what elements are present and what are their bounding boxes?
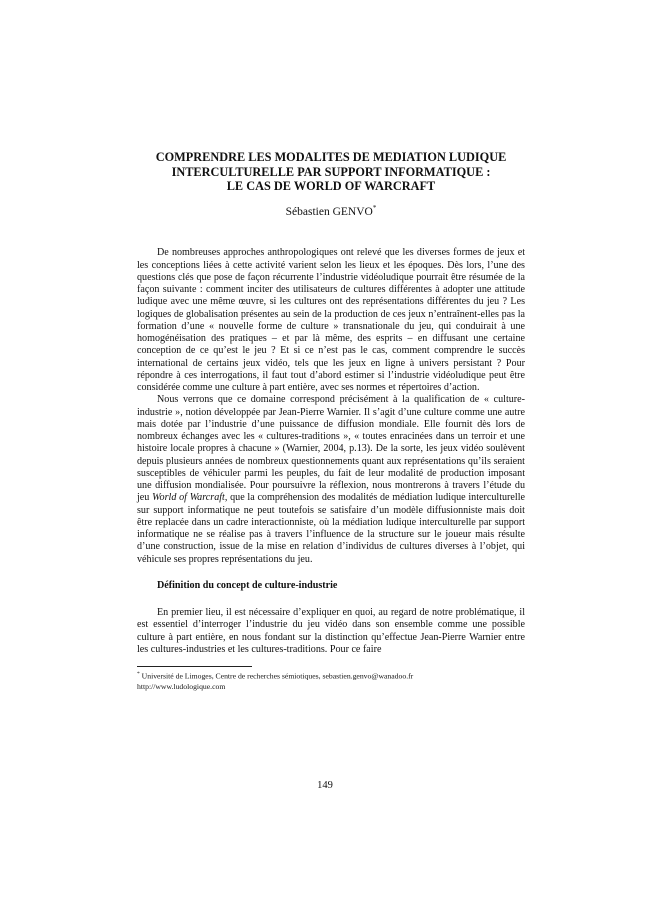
article-title bbox=[137, 150, 525, 194]
paragraph-1: De nombreuses approches anthropologiques ont relevé que les diverses formes de jeux et les conceptions liées à cette activité varient selon les lieux et les époques. Dès lors, l’une des questions clés que pose de façon récurrente l’industrie vidéoludique pourrait être résumée de la façon suivante : comment inciter des utilisateurs de cultures différentes à adopter une attitude ludique avec une même œuvre, si les cultures ont des représentations différentes du jeu ? Les logiques de globalisation présentes au sein de la production de ces jeux n’entraînent-elles pas la formation d’une « nouvelle forme de culture » transnationale du jeu, qui conduirait à une homogénéisation des pratiques – et par là même, des esprits – en diffusant une certaine conception de ce qu’est le jeu ? Et si ce n’est pas le cas, comment comprendre le succès international de certains jeux vidéo, tels que les jeux en ligne à univers persistant ? Pour répondre à ces interrogations, il faut tout d’abord estimer si l’industrie vidéoludique peut être considérée comme une culture à part entière, avec ses normes et répertoires d’action. bbox=[137, 247, 525, 394]
page-number: 149 bbox=[317, 780, 333, 791]
footnote bbox=[137, 669, 525, 692]
paragraph-2-start: Nous verrons que ce domaine correspond précisément à la qualification de « culture-industrie », notion développée par Jean-Pierre Warnier. Il s’agit d’une culture comme une autre mais dotée par l’industrie d’une puissance de diffusion mondiale. Elle fournit dès lors de nombreux échanges avec les « cultures-traditions », « toutes enracinées dans un terroir et une histoire locale propres à chacune » (Warnier, 2004, p.13). De la sorte, les jeux vidéo soulèvent depuis plusieurs années de nombreux questionnements quant aux représentations qu’ils seraient susceptibles de véhiculer parmi les peuples, du fait de leur modalité de production imposant une diffusion mondialisée. Pour poursuivre la réflexion, nous montrerons à travers l’étude du jeu bbox=[137, 394, 525, 504]
footnote-divider bbox=[137, 666, 252, 667]
game-title-italic: World of Warcraft bbox=[152, 492, 225, 504]
title-line-2: INTERCULTURELLE PAR SUPPORT INFORMATIQUE : bbox=[171, 164, 491, 179]
article-page bbox=[137, 150, 525, 692]
title-line-3: LE CAS DE WORLD OF WARCRAFT bbox=[226, 179, 436, 193]
paragraph-3: En premier lieu, il est nécessaire d’expliquer en quoi, au regard de notre problématique, il est essentiel d’interroger l’industrie du jeu vidéo dans son ensemble comme une possible culture à part entière, en nous fondant sur la distinction qu’effectue Jean-Pierre Warnier entre les cultures-industries et les cultures-traditions. Pour ce faire bbox=[137, 607, 525, 655]
author-footnote-mark: * bbox=[372, 203, 377, 212]
footnote-affiliation: Université de Limoges, Centre de recherches sémiotiques, sebastien.genvo@wanadoo.fr bbox=[141, 671, 414, 681]
footnote-mark: * bbox=[137, 671, 140, 678]
paragraph-2 bbox=[137, 394, 525, 566]
title-line-1: COMPRENDRE LES MODALITES DE MEDIATION LUDIQUE bbox=[155, 150, 507, 164]
paragraph-2-end: , que la compréhension des modalités de médiation ludique interculturelle sur support informatique ne peut toutefois se satisfaire d’un modèle diffusionniste mais doit être replacée dans un cadre interactionniste, où la médiation ludique interculturelle par support informatique ne se réalise pas à travers l’influence de la structure sur le joueur mais résulte d’une construction, issue de la mise en relation d’individus de cultures diverses à l’objet, qui véhicule ses propres représentations du jeu. bbox=[137, 492, 525, 565]
footnote-url: http://www.ludologique.com bbox=[137, 681, 226, 691]
author-name: Sébastien GENVO bbox=[285, 205, 373, 218]
article-body bbox=[137, 247, 525, 656]
author-line bbox=[137, 204, 525, 218]
section-heading: Définition du concept de culture-industrie bbox=[157, 579, 338, 591]
